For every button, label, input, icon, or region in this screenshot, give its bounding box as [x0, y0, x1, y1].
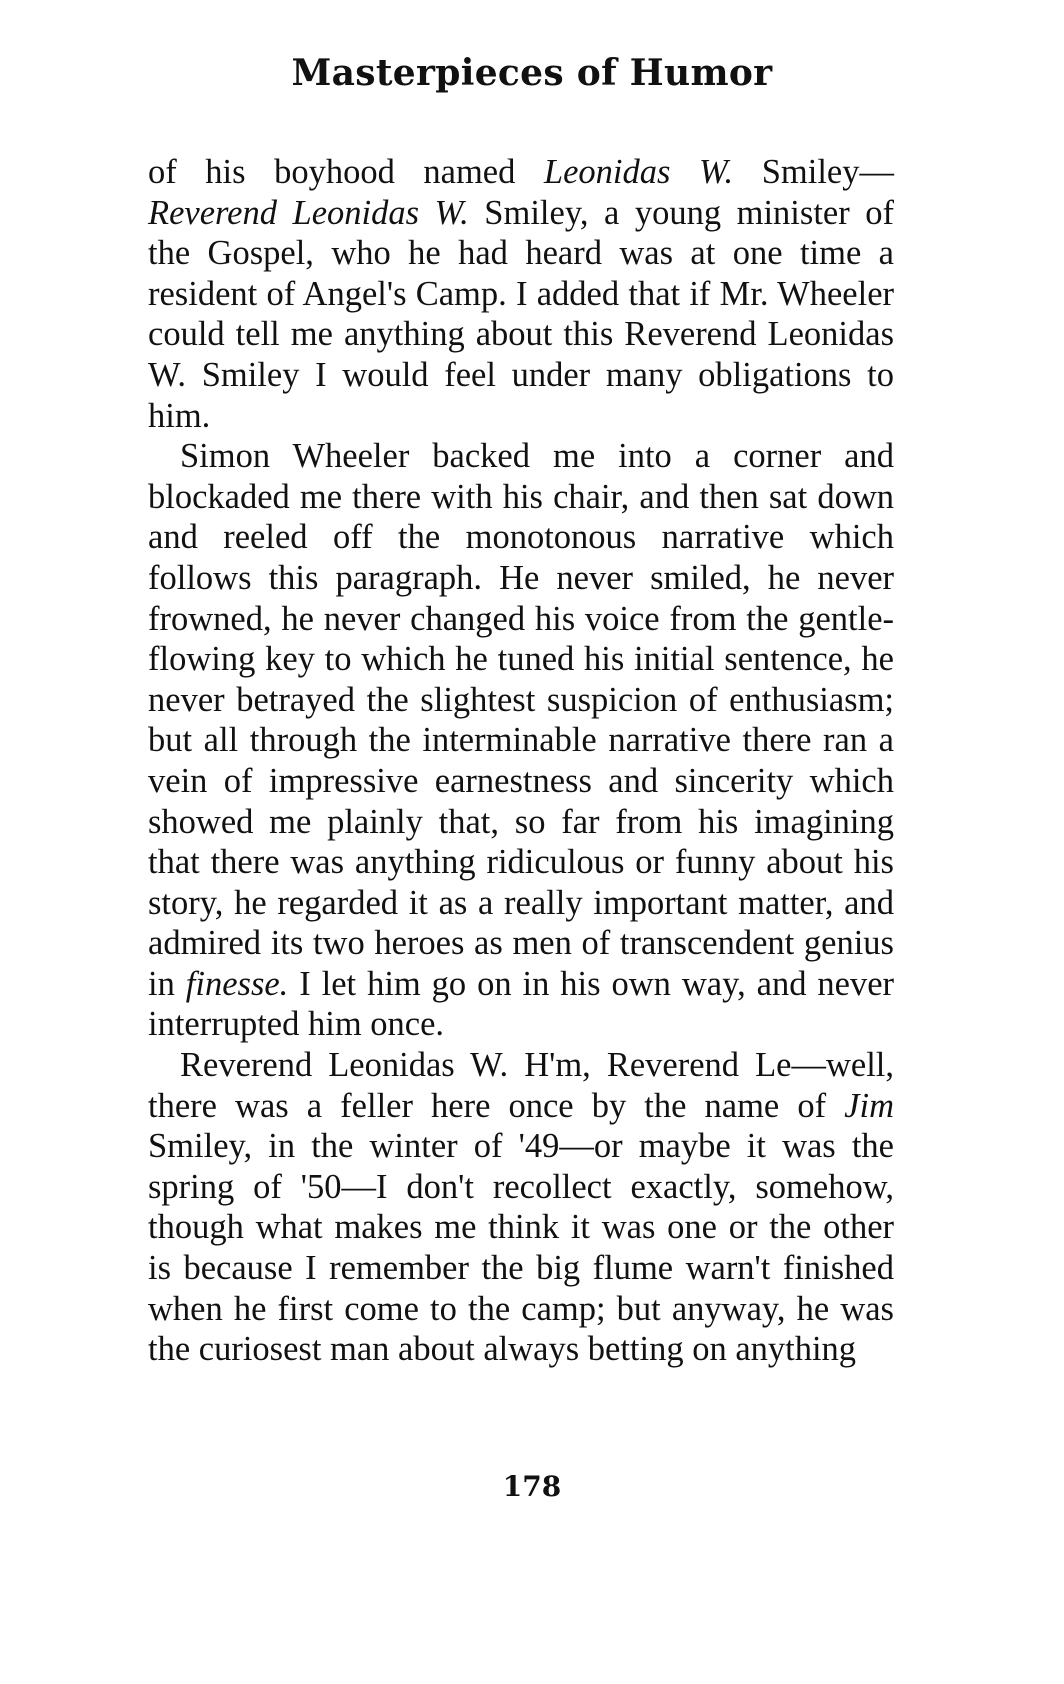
paragraph-1-italic-name: Leonidas W. [543, 153, 734, 191]
paragraph-1-italic-title: Reverend Leonidas W. [148, 193, 469, 232]
paragraph-1-text-a: of his boyhood named [148, 153, 544, 191]
paragraph-1 [148, 152, 894, 436]
paragraph-3-italic-jim: Jim [844, 1086, 894, 1125]
paragraph-2-text-c: I let him go on in his own way, and never interrupted him once. [148, 964, 894, 1044]
paragraph-2 [148, 436, 894, 1045]
page-number: 178 [502, 1470, 562, 1503]
paragraph-1-text-e: Smiley, a young minister of the Gospel, who he had heard was at one time a resident of Angel's Camp. I added that if Mr. Wheeler could tell me anything about this Reverend Leonidas W. Smiley I would feel under many obligations to him. [148, 193, 894, 435]
paragraph-1-text-c: Smiley— [733, 153, 894, 191]
paragraph-3-text-c: Smiley, in the winter of '49—or maybe it was the spring of '50—I don't recollect exactly, somehow, though what makes me think it was one or the other is because I remember the big flume warn't finished when he first come to the camp; but anyway, he was the curiosest man about always betting on anything [148, 1127, 894, 1369]
paragraph-3-text-a: Reverend Leonidas W. H'm, Reverend Le—well, there was a feller here once by the name of [148, 1046, 894, 1125]
paragraph-3 [148, 1045, 894, 1370]
body-text [148, 152, 894, 1370]
running-header: Masterpieces of Humor [291, 52, 773, 94]
paragraph-2-italic-finesse: finesse. [185, 964, 289, 1003]
paragraph-2-text-a: Simon Wheeler backed me into a corner and blockaded me there with his chair, and then sat down and reeled off the monotonous narrative which follows this paragraph. He never smiled, he never frowned, he never changed his voice from the gentle-flowing key to which he tuned his initial sentence, he never betrayed the slightest suspicion of enthusiasm; but all through the interminable narrative there ran a vein of impressive earnestness and sincerity which showed me plainly that, so far from his imagining that there was anything ridiculous or funny about his story, he regarded it as a really important matter, and admired its two heroes as men of transcendent genius in [148, 437, 894, 1003]
